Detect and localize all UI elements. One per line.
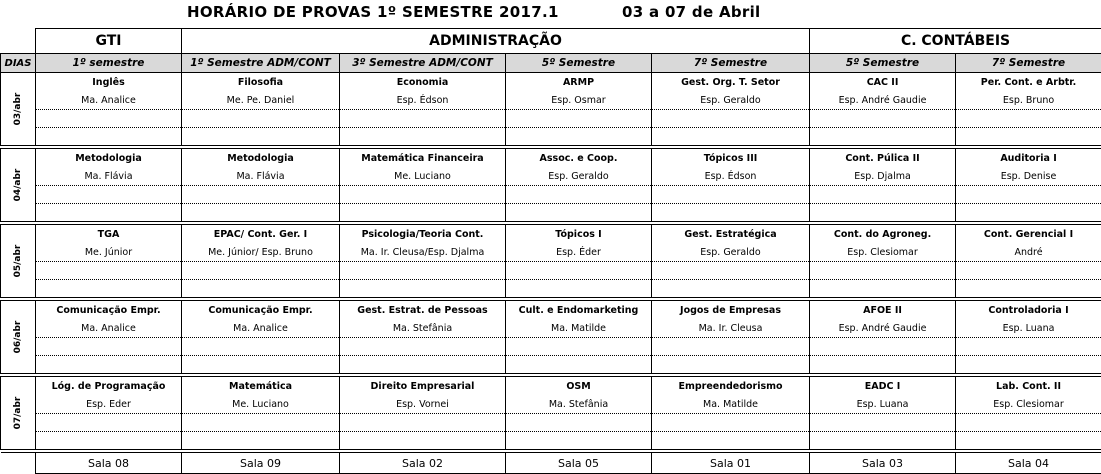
blank-cell [340,432,506,450]
blank-cell [340,356,506,374]
day-cell [1,149,36,222]
blank-cell [36,432,182,450]
blank-cell [506,128,652,146]
blank-cell [810,128,956,146]
subject-cell: Empreendedorismo [652,377,810,396]
subject-cell: Auditoria I [956,149,1101,168]
professor-cell: Ma. Flávia [36,167,182,186]
day-professor-row [1,91,1101,110]
blank-cell [956,204,1101,222]
room-cell: Sala 04 [956,453,1101,474]
semester-header: 5º Semestre [506,54,652,73]
day-subject-row [1,377,1101,396]
professor-cell: Esp. André Gaudie [810,319,956,338]
blank-cell [36,186,182,204]
blank-cell [506,432,652,450]
blank-cell [506,414,652,432]
blank-cell [182,128,340,146]
page-title: HORÁRIO DE PROVAS 1º SEMESTRE 2017.1 [187,3,559,21]
blank-cell [652,432,810,450]
subject-cell: Gest. Estrat. de Pessoas [340,301,506,320]
blank-cell [652,262,810,280]
blank-cell [182,280,340,298]
blank-cell [956,356,1101,374]
page-header [0,3,1101,25]
day-blank-row [1,110,1101,128]
professor-cell: Esp. Geraldo [652,91,810,110]
day-cell [1,73,36,146]
semester-header: 1º Semestre ADM/CONT [182,54,340,73]
professor-cell: Ma. Analice [36,91,182,110]
blank-cell [182,110,340,128]
day-blank-row [1,204,1101,222]
semester-header: 1º semestre [36,54,182,73]
day-blank-row [1,280,1101,298]
subject-cell: Cont. do Agroneg. [810,225,956,244]
blank-cell [956,432,1101,450]
blank-cell [340,204,506,222]
subject-cell: Lab. Cont. II [956,377,1101,396]
professor-cell: Me. Luciano [340,167,506,186]
day-professor-row [1,167,1101,186]
subject-cell: Cult. e Endomarketing [506,301,652,320]
blank-cell [810,414,956,432]
blank-cell [182,204,340,222]
subject-cell: Gest. Estratégica [652,225,810,244]
professor-cell: Esp. Djalma [810,167,956,186]
dias-header: DIAS [1,54,36,73]
professor-cell: Ma. Stefânia [506,395,652,414]
blank-cell [182,414,340,432]
day-blank-row [1,338,1101,356]
subject-cell: AFOE II [810,301,956,320]
subject-cell: Comunicação Empr. [182,301,340,320]
blank-cell [810,280,956,298]
day-label: 05/abr [13,244,23,278]
date-range: 03 a 07 de Abril [622,3,761,21]
day-blank-row [1,128,1101,146]
professor-cell: Esp. Clesiomar [810,243,956,262]
exam-schedule-table [0,28,1101,474]
subject-cell: Matemática Financeira [340,149,506,168]
professor-cell: Ma. Analice [36,319,182,338]
blank-cell [652,414,810,432]
day-subject-row [1,225,1101,244]
professor-cell: Ma. Matilde [506,319,652,338]
subject-cell: Economia [340,73,506,92]
blank-cell [652,128,810,146]
day-blank-row [1,356,1101,374]
blank-cell [36,338,182,356]
blank-cell [956,262,1101,280]
subject-cell: Tópicos I [506,225,652,244]
blank-cell [506,186,652,204]
professor-cell: Esp. André Gaudie [810,91,956,110]
professor-cell: André [956,243,1101,262]
subject-cell: Lóg. de Programação [36,377,182,396]
professor-cell: Esp. Luana [810,395,956,414]
blank-cell [340,262,506,280]
day-professor-row [1,319,1101,338]
subject-cell: EADC I [810,377,956,396]
blank-cell [36,280,182,298]
blank-cell [956,414,1101,432]
day-professor-row [1,243,1101,262]
blank-cell [652,186,810,204]
day-subject-row [1,73,1101,92]
blank-cell [182,262,340,280]
professor-cell: Esp. Bruno [956,91,1101,110]
blank-cell [506,262,652,280]
subject-cell: ARMP [506,73,652,92]
blank-cell [652,356,810,374]
subject-cell: Cont. Gerencial I [956,225,1101,244]
blank-cell [810,356,956,374]
subject-cell: Per. Cont. e Arbtr. [956,73,1101,92]
subject-cell: Gest. Org. T. Setor [652,73,810,92]
subject-cell: CAC II [810,73,956,92]
day-cell [1,225,36,298]
professor-cell: Me. Luciano [182,395,340,414]
group-administracao: ADMINISTRAÇÃO [182,29,810,54]
subject-cell: OSM [506,377,652,396]
group-gti: GTI [36,29,182,54]
day-blank-row [1,262,1101,280]
day-label: 04/abr [13,168,23,202]
room-cell: Sala 05 [506,453,652,474]
subject-cell: Jogos de Empresas [652,301,810,320]
blank-cell [810,432,956,450]
professor-cell: Ma. Matilde [652,395,810,414]
blank-cell [36,262,182,280]
professor-cell: Esp. Édson [652,167,810,186]
blank-cell [340,110,506,128]
professor-cell: Ma. Flávia [182,167,340,186]
professor-cell: Ma. Ir. Cleusa/Esp. Djalma [340,243,506,262]
subject-cell: Psicologia/Teoria Cont. [340,225,506,244]
professor-cell: Esp. Vornei [340,395,506,414]
blank-cell [340,128,506,146]
room-row [1,453,1101,474]
subject-cell: Matemática [182,377,340,396]
semester-header: 3º Semestre ADM/CONT [340,54,506,73]
day-cell [1,301,36,374]
blank-cell [36,204,182,222]
day-blank-row [1,432,1101,450]
blank-cell [36,414,182,432]
blank-cell [182,432,340,450]
professor-cell: Esp. Luana [956,319,1101,338]
blank-cell [810,186,956,204]
professor-cell: Esp. Geraldo [652,243,810,262]
room-cell: Sala 01 [652,453,810,474]
blank-cell [506,110,652,128]
blank-cell [36,128,182,146]
professor-cell: Ma. Analice [182,319,340,338]
subject-cell: Filosofia [182,73,340,92]
subject-cell: Tópicos III [652,149,810,168]
subject-cell: Metodologia [36,149,182,168]
professor-cell: Esp. Geraldo [506,167,652,186]
subject-cell: Direito Empresarial [340,377,506,396]
subject-cell: TGA [36,225,182,244]
subject-cell: Comunicação Empr. [36,301,182,320]
professor-cell: Ma. Stefânia [340,319,506,338]
blank-cell [36,356,182,374]
subject-cell: Inglês [36,73,182,92]
blank-cell [652,204,810,222]
subject-cell: Controladoria I [956,301,1101,320]
blank-cell [956,186,1101,204]
professor-cell: Esp. Osmar [506,91,652,110]
professor-cell: Ma. Ir. Cleusa [652,319,810,338]
day-label: 06/abr [13,320,23,354]
professor-cell: Esp. Édson [340,91,506,110]
blank-cell [652,280,810,298]
professor-cell: Esp. Clesiomar [956,395,1101,414]
professor-cell: Esp. Eder [36,395,182,414]
blank-cell [182,356,340,374]
blank-cell [340,338,506,356]
day-label: 07/abr [13,396,23,430]
blank-cell [182,186,340,204]
room-cell: Sala 08 [36,453,182,474]
semester-header: 5º Semestre [810,54,956,73]
room-cell: Sala 03 [810,453,956,474]
blank-cell [340,186,506,204]
blank-cell [810,110,956,128]
semester-header: 7º Semestre [956,54,1101,73]
semester-row [1,54,1101,73]
blank-cell [956,338,1101,356]
professor-cell: Me. Júnior [36,243,182,262]
blank-cell [340,280,506,298]
blank-cell [506,356,652,374]
corner-cell [1,29,36,54]
blank-cell [506,338,652,356]
subject-cell: Metodologia [182,149,340,168]
blank-cell [36,110,182,128]
subject-cell: Cont. Púlica II [810,149,956,168]
professor-cell: Me. Júnior/ Esp. Bruno [182,243,340,262]
day-professor-row [1,395,1101,414]
course-group-row [1,29,1101,54]
blank-cell [956,280,1101,298]
day-label: 03/abr [13,92,23,126]
day-subject-row [1,301,1101,320]
group-contabeis: C. CONTÁBEIS [810,29,1101,54]
subject-cell: Assoc. e Coop. [506,149,652,168]
semester-header: 7º Semestre [652,54,810,73]
blank-cell [340,414,506,432]
blank-cell [652,110,810,128]
subject-cell: EPAC/ Cont. Ger. I [182,225,340,244]
room-cell: Sala 02 [340,453,506,474]
blank-cell [810,338,956,356]
day-subject-row [1,149,1101,168]
room-cell: Sala 09 [182,453,340,474]
blank-cell [182,338,340,356]
blank-cell [652,338,810,356]
blank-cell [506,204,652,222]
professor-cell: Me. Pe. Daniel [182,91,340,110]
professor-cell: Esp. Éder [506,243,652,262]
blank-cell [506,280,652,298]
room-corner [1,453,36,474]
day-blank-row [1,186,1101,204]
blank-cell [956,128,1101,146]
day-blank-row [1,414,1101,432]
blank-cell [810,204,956,222]
blank-cell [810,262,956,280]
professor-cell: Esp. Denise [956,167,1101,186]
blank-cell [956,110,1101,128]
day-cell [1,377,36,450]
